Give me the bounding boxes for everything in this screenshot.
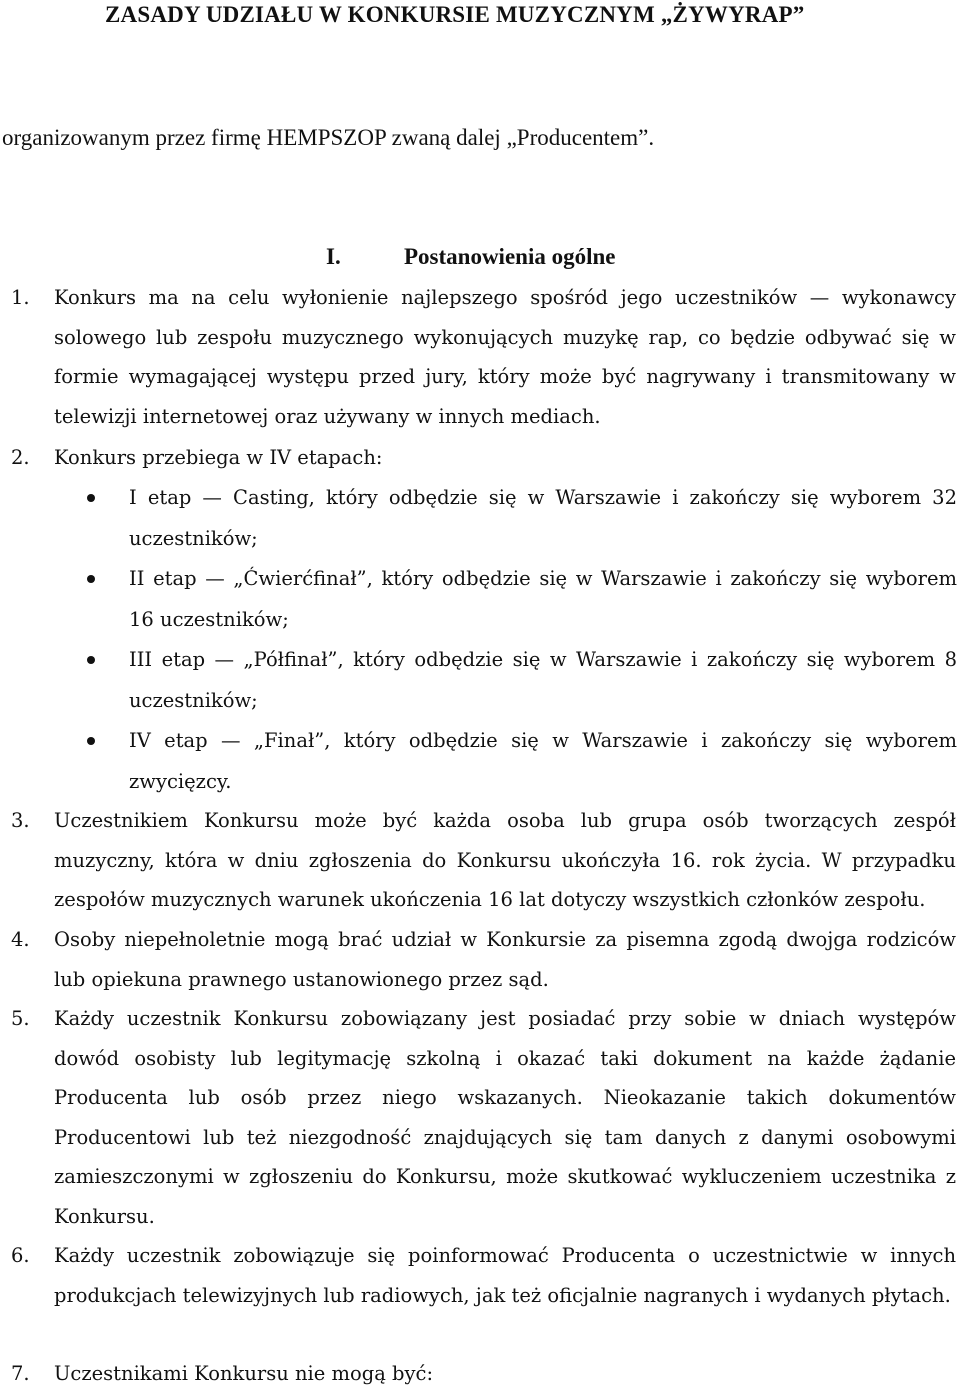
item-text: Konkurs ma na celu wyłonienie najlepszego spośród jego uczestników — wykonawcy solowego lub zespołu muzycznego wykonujących muzykę rap, co będzie odbywać się w formie wymagającej występu przed jury, który może być nagrywany i transmitowany w telewizji internetowej oraz używany w innych mediach. (54, 286, 956, 428)
rule-item-4 (11, 920, 956, 999)
stage-item-1 (129, 478, 957, 559)
rule-item-3 (11, 801, 956, 920)
stage-item-2 (129, 559, 957, 640)
rule-item-5 (11, 999, 956, 1236)
item-number: 6. (11, 1244, 30, 1267)
stage-item-3 (129, 640, 957, 721)
item-number: 3. (11, 809, 30, 832)
item-text: Uczestnikiem Konkursu może być każda osoba lub grupa osób tworzących zespół muzyczny, która w dniu zgłoszenia do Konkursu ukończyła 16. rok życia. W przypadku zespołów muzycznych warunek ukończenia 16 lat dotyczy wszystkich członków zespołu. (54, 809, 956, 911)
item-number: 1. (11, 286, 30, 309)
stage-text: IV etap — „Finał”, który odbędzie się w Warszawie i zakończy się wyborem zwycięzcy. (129, 729, 957, 793)
rule-item-2 (11, 438, 956, 478)
item-number: 7. (11, 1362, 30, 1385)
item-number: 2. (11, 446, 30, 469)
section-title: Postanowienia ogólne (404, 244, 616, 269)
rule-item-6 (11, 1236, 956, 1315)
bullet-icon (87, 494, 95, 502)
section-heading (326, 244, 615, 270)
stage-text: III etap — „Półfinał”, który odbędzie się w Warszawie i zakończy się wyborem 8 uczestników; (129, 648, 957, 712)
bullet-icon (87, 737, 95, 745)
item-number: 4. (11, 928, 30, 951)
item-number: 5. (11, 1007, 30, 1030)
stage-item-4 (129, 721, 957, 802)
intro-line: organizowanym przez firmę HEMPSZOP zwaną dalej „Producentem”. (2, 125, 655, 150)
item-text: Osoby niepełnoletnie mogą brać udział w Konkursie za pisemna zgodą dwojga rodziców lub opiekuna prawnego ustanowionego przez sąd. (54, 928, 956, 991)
rule-item-1 (11, 278, 956, 436)
item-text: Uczestnikami Konkursu nie mogą być: (54, 1362, 434, 1385)
document-title: ZASADY UDZIAŁU W KONKURSIE MUZYCZNYM „ŻYWYRAP” (105, 2, 805, 27)
item-text: Każdy uczestnik zobowiązuje się poinformować Producenta o uczestnictwie w innych produkcjach telewizyjnych lub radiowych, jak też oficjalnie nagranych i wydanych płytach. (54, 1244, 956, 1307)
stage-text: II etap — „Ćwierćfinał”, który odbędzie się w Warszawie i zakończy się wyborem 16 uczestników; (129, 567, 957, 631)
bullet-icon (87, 656, 95, 664)
item-text: Konkurs przebiega w IV etapach: (54, 446, 383, 469)
stage-text: I etap — Casting, który odbędzie się w Warszawie i zakończy się wyborem 32 uczestników; (129, 486, 957, 550)
bullet-icon (87, 575, 95, 583)
rule-item-7 (11, 1354, 956, 1394)
item-text: Każdy uczestnik Konkursu zobowiązany jest posiadać przy sobie w dniach występów dowód osobisty lub legitymację szkolną i okazać taki dokument na każde żądanie Producenta lub osób przez niego wskazanych. Nieokazanie takich dokumentów Producentowi lub też niezgodność znajdujących się tam danych z danymi osobowymi zamieszczonymi w zgłoszeniu do Konkursu, może skutkować wykluczeniem uczestnika z Konkursu. (54, 1007, 956, 1228)
section-number: I. (326, 244, 341, 269)
